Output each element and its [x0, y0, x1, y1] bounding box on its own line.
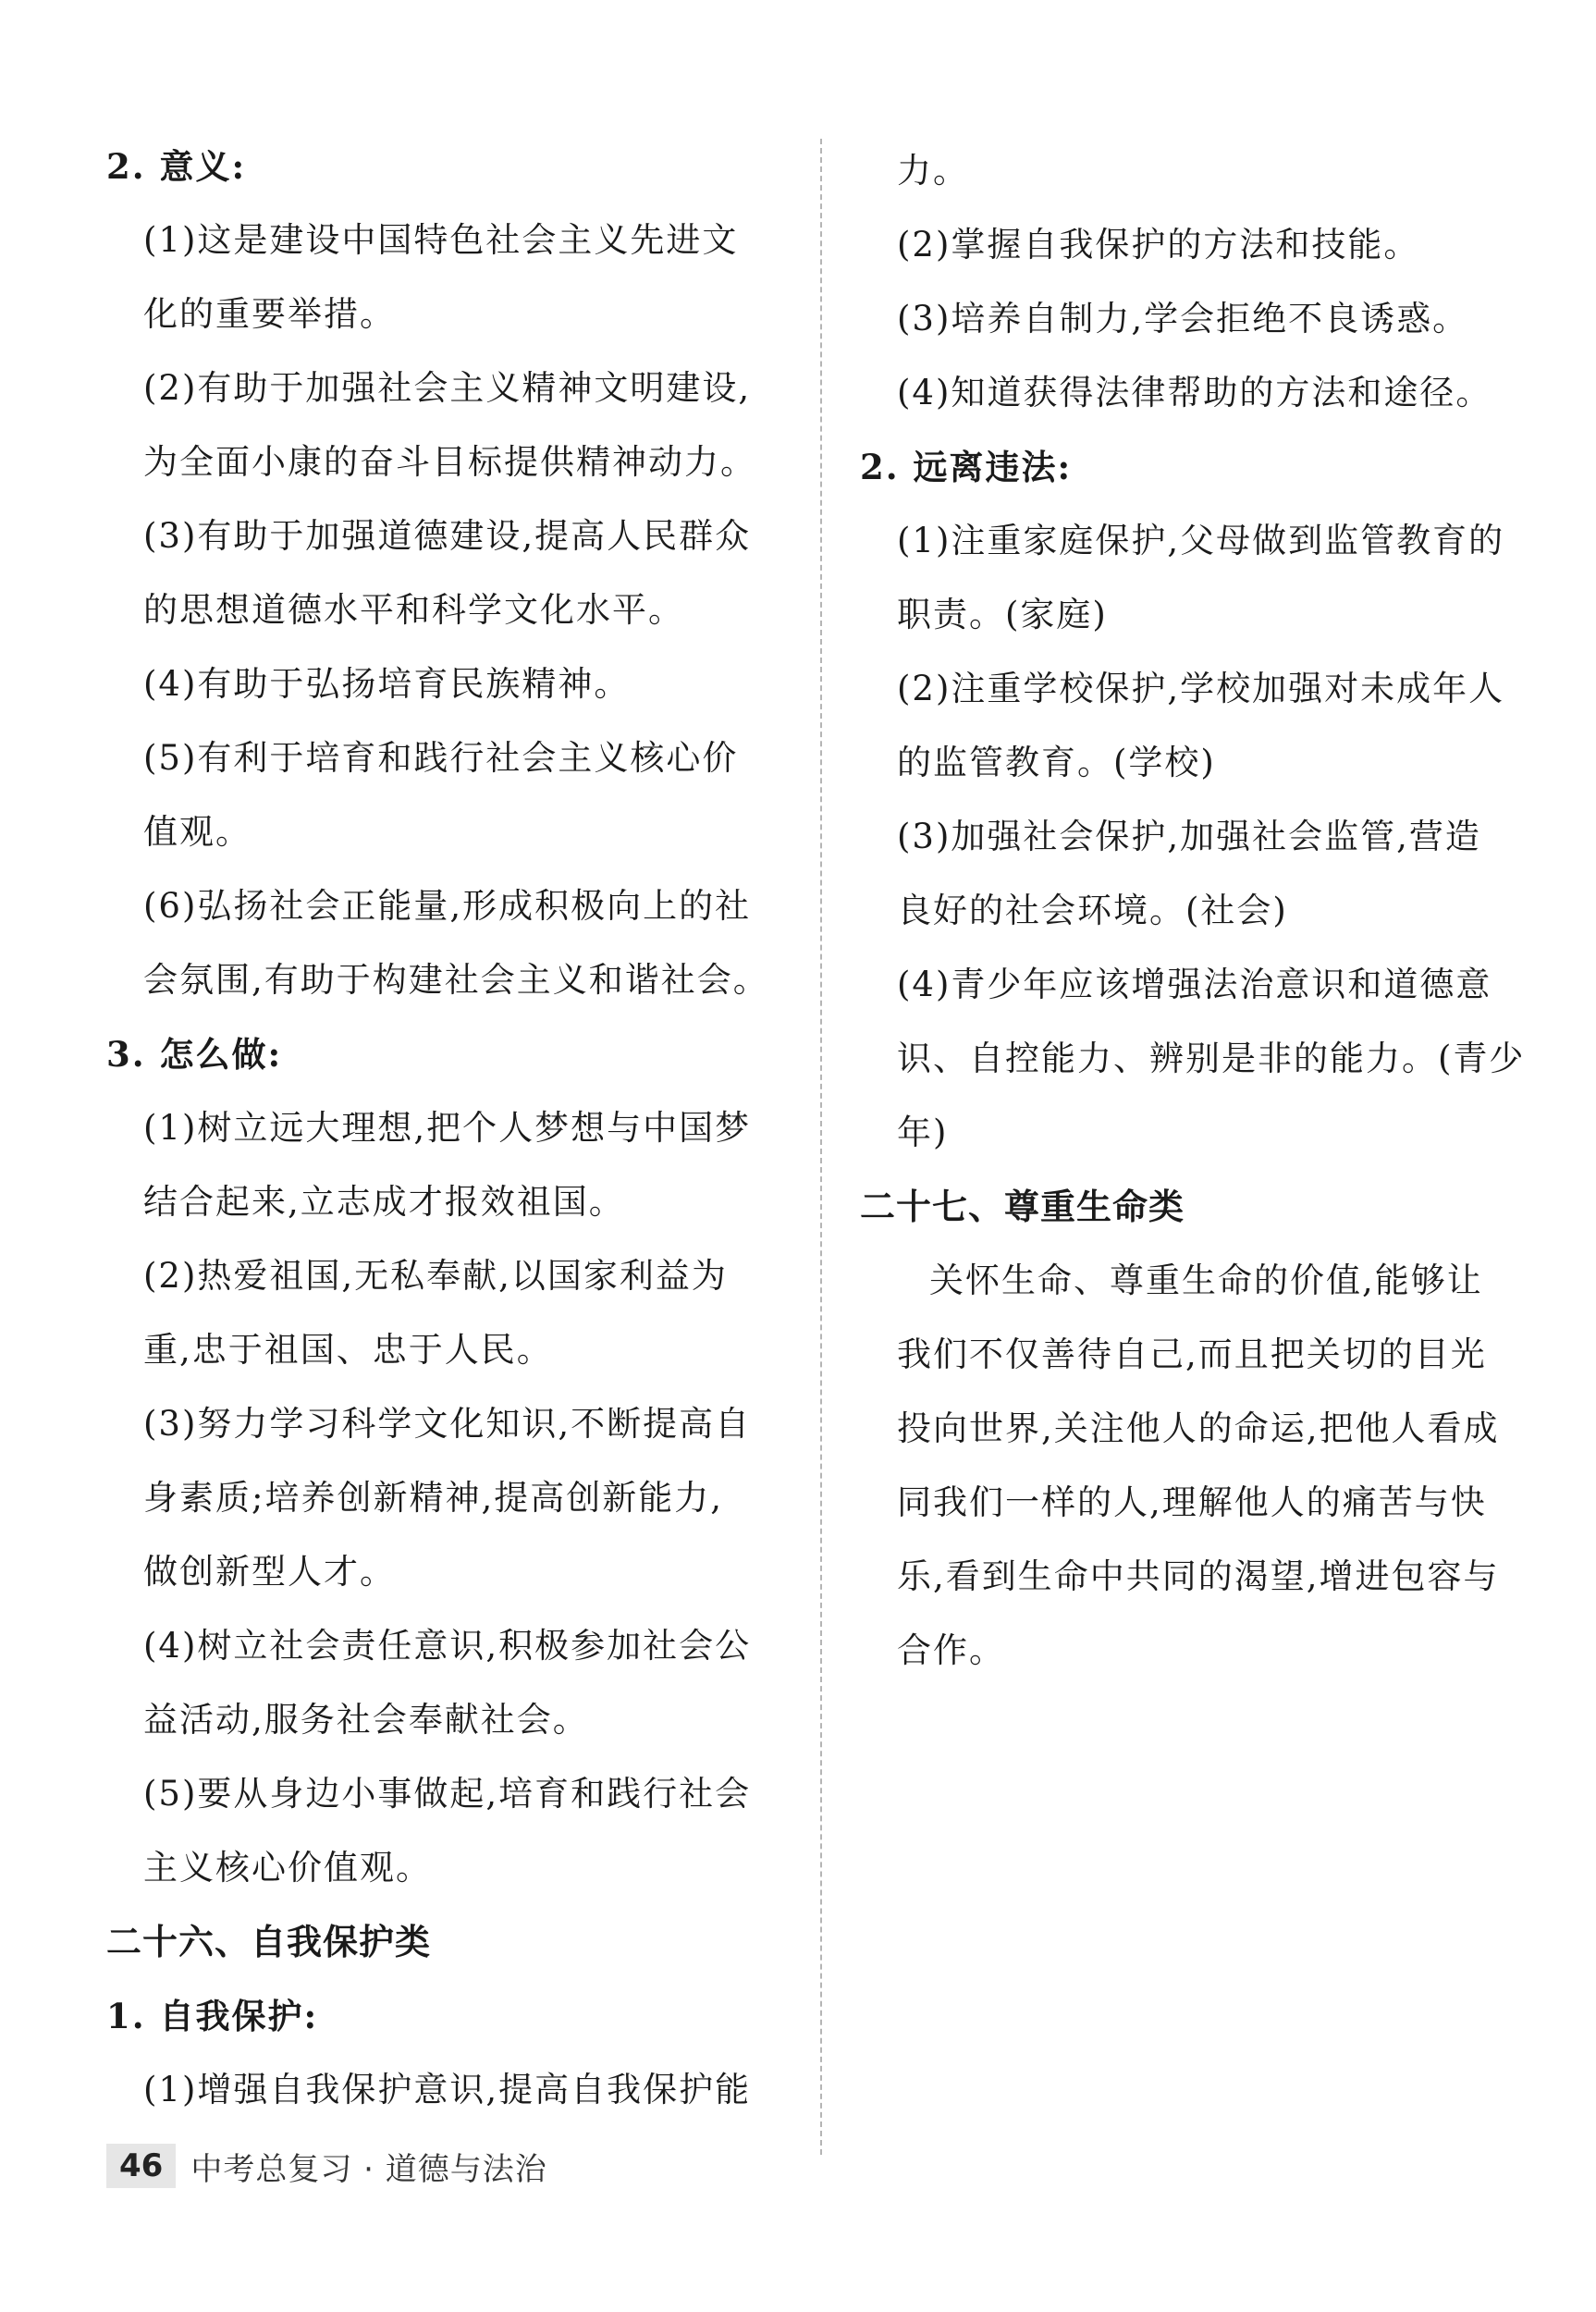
text-line: (2)注重学校保护,学校加强对未成年人: [897, 669, 1505, 708]
subheading: 2. 远离违法:: [860, 447, 1073, 487]
text-line: (5)有利于培育和践行社会主义核心价: [143, 738, 739, 778]
text-line: 良好的社会环境。(社会): [897, 891, 1288, 930]
text-line: (1)树立远大理想,把个人梦想与中国梦: [143, 1108, 752, 1148]
column-divider: [820, 139, 822, 2155]
paragraph-line: 关怀生命、尊重生命的价值,能够让: [929, 1261, 1483, 1300]
text-line: (1)这是建设中国特色社会主义先进文: [143, 220, 739, 260]
page-number: 46: [106, 2144, 176, 2188]
subheading: 3. 怎么做:: [106, 1034, 283, 1075]
text-line: 化的重要举措。: [143, 294, 396, 334]
subheading: 2. 意义:: [106, 146, 247, 187]
text-line: 我们不仅善待自己,而且把关切的目光: [897, 1334, 1487, 1374]
text-line: 职责。(家庭): [897, 595, 1108, 634]
text-line: (5)要从身边小事做起,培育和践行社会: [143, 1774, 752, 1814]
text-line: 投向世界,关注他人的命运,把他人看成: [897, 1408, 1500, 1448]
text-line: 为全面小康的奋斗目标提供精神动力。: [143, 442, 756, 482]
text-line: 合作。: [897, 1630, 1005, 1670]
text-line: 同我们一样的人,理解他人的痛苦与快: [897, 1482, 1487, 1522]
text-line: (6)弘扬社会正能量,形成积极向上的社: [143, 886, 752, 926]
text-line: (1)注重家庭保护,父母做到监管教育的: [897, 521, 1505, 560]
text-line: 结合起来,立志成才报效祖国。: [143, 1182, 625, 1222]
text-line: 识、自控能力、辨别是非的能力。(青少: [897, 1039, 1526, 1078]
text-line: (3)努力学习科学文化知识,不断提高自: [143, 1404, 752, 1444]
text-line: (1)增强自我保护意识,提高自我保护能: [143, 2070, 752, 2109]
left-column: [106, 129, 786, 2127]
text-line: 年): [897, 1113, 949, 1152]
text-line: 身素质;培养创新精神,提高创新能力,: [143, 1478, 723, 1518]
text-line: (4)有助于弘扬培育民族精神。: [143, 664, 631, 704]
right-column: [860, 134, 1530, 1688]
book-title: 中考总复习 · 道德与法治: [190, 2150, 547, 2188]
text-line: (2)掌握自我保护的方法和技能。: [897, 225, 1420, 264]
text-line: (4)树立社会责任意识,积极参加社会公: [143, 1626, 752, 1666]
text-line: (3)加强社会保护,加强社会监管,营造: [897, 817, 1481, 856]
text-line: 会氛围,有助于构建社会主义和谐社会。: [143, 960, 769, 1000]
text-line: (4)青少年应该增强法治意识和道德意: [897, 965, 1492, 1004]
section-title: 二十六、自我保护类: [106, 1922, 432, 1962]
text-line: 重,忠于祖国、忠于人民。: [143, 1330, 553, 1370]
text-line: 力。: [897, 151, 969, 191]
text-line: (2)有助于加强社会主义精神文明建设,: [143, 368, 752, 408]
text-line: 益活动,服务社会奉献社会。: [143, 1700, 589, 1740]
page-footer: [106, 2141, 547, 2191]
text-line: (3)有助于加强道德建设,提高人民群众: [143, 516, 752, 556]
text-line: (3)培养自制力,学会拒绝不良诱惑。: [897, 299, 1469, 338]
subheading: 1. 自我保护:: [106, 1996, 319, 2036]
text-line: 的监管教育。(学校): [897, 743, 1216, 782]
text-line: 乐,看到生命中共同的渴望,增进包容与: [897, 1556, 1500, 1596]
section-title: 二十七、尊重生命类: [860, 1187, 1185, 1227]
text-line: 主义核心价值观。: [143, 1848, 432, 1888]
text-line: 做创新型人才。: [143, 1552, 396, 1592]
text-line: 值观。: [143, 812, 252, 852]
text-line: 的思想道德水平和科学文化水平。: [143, 590, 684, 630]
text-line: (4)知道获得法律帮助的方法和途径。: [897, 373, 1492, 412]
text-line: (2)热爱祖国,无私奉献,以国家利益为: [143, 1256, 728, 1296]
